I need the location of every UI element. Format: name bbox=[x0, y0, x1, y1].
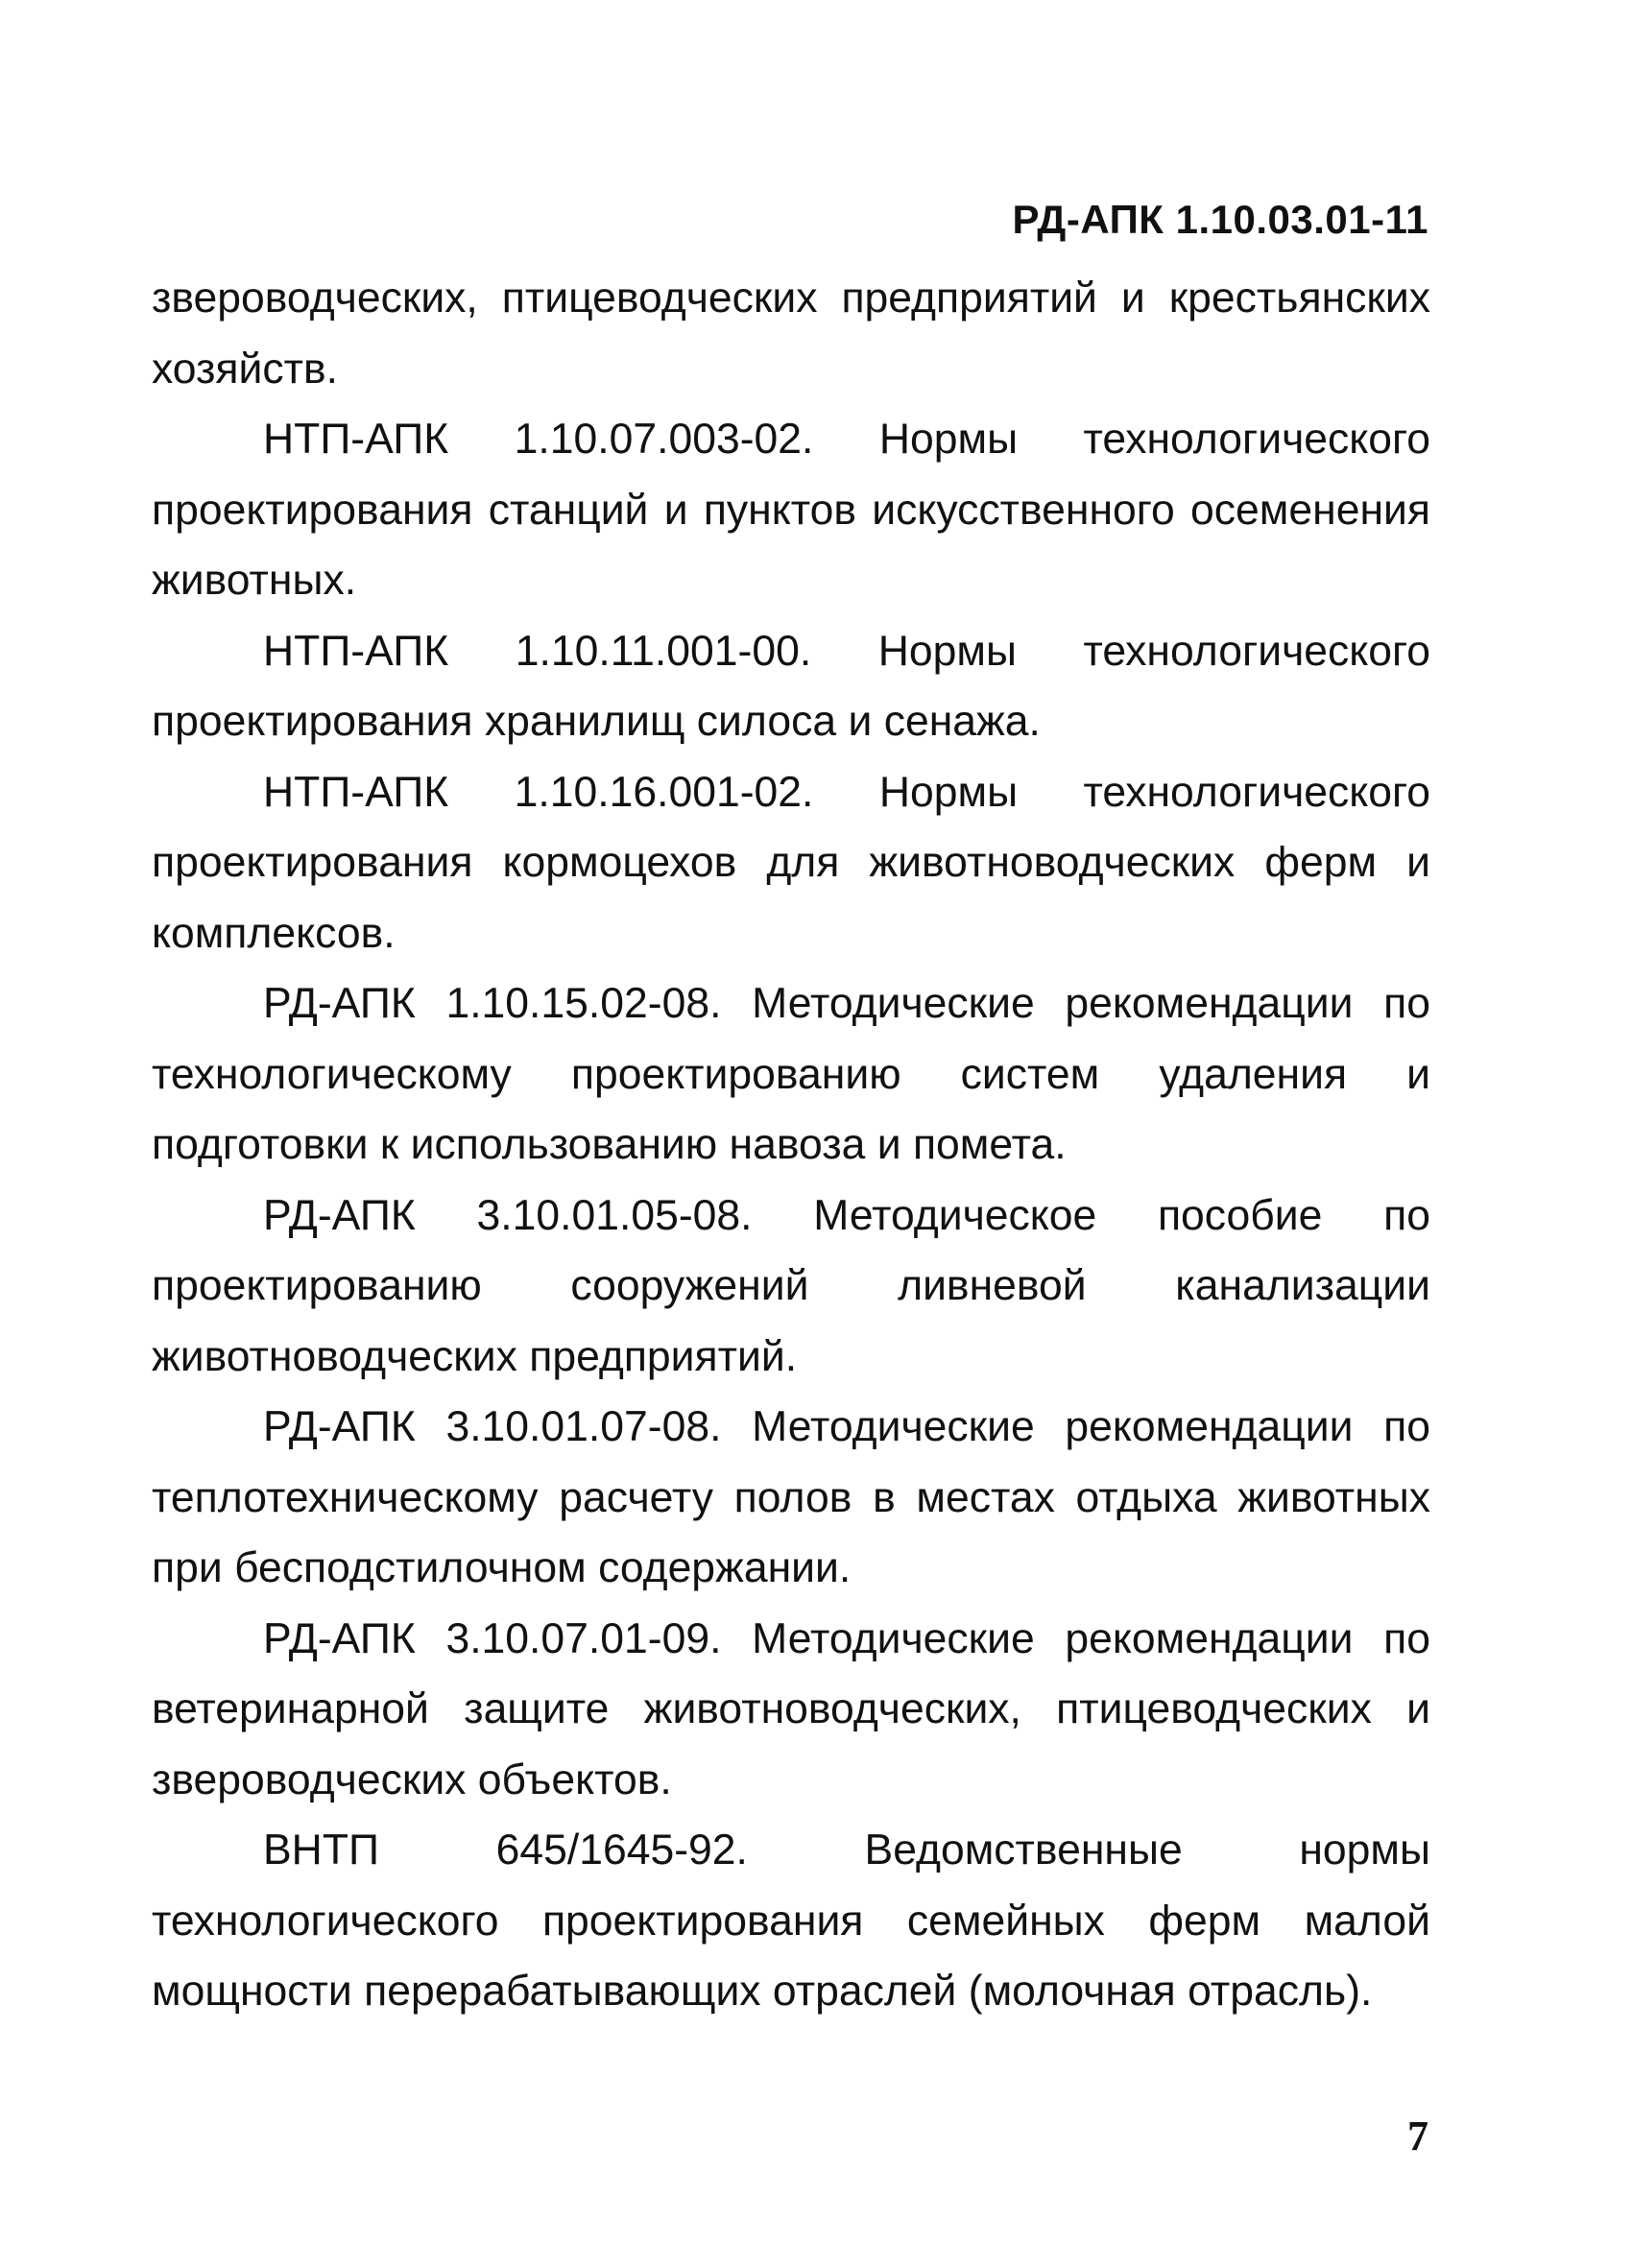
reference-paragraph: ВНТП 645/1645-92. Ведомственные нормы технологического проектирования семейных ферм малой мощности перерабатывающих отраслей (молочная отрасль). bbox=[152, 1826, 1430, 2015]
reference-paragraph: НТП-АПК 1.10.07.003-02. Нормы технологического проектирования станций и пунктов искусственного осеменения животных. bbox=[152, 416, 1430, 604]
reference-paragraph: РД-АПК 1.10.15.02-08. Методические рекомендации по технологическому проектированию систем удаления и подготовки к использованию навоза и помета. bbox=[152, 980, 1430, 1168]
reference-paragraph: РД-АПК 3.10.07.01-09. Методические рекомендации по ветеринарной защите животноводческих, птицеводческих и звероводческих объектов. bbox=[152, 1614, 1430, 1803]
reference-paragraph: РД-АПК 3.10.01.07-08. Методические рекомендации по теплотехническому расчету полов в местах отдыха животных при бесподстилочном содержании. bbox=[152, 1403, 1430, 1591]
reference-paragraph: НТП-АПК 1.10.16.001-02. Нормы технологического проектирования кормоцехов для животноводческих ферм и комплексов. bbox=[152, 768, 1430, 957]
references-text bbox=[152, 263, 1430, 2027]
document-code-header: РД-АПК 1.10.03.01-11 bbox=[1012, 197, 1428, 242]
page-number: 7 bbox=[1407, 2113, 1428, 2160]
reference-paragraph: РД-АПК 3.10.01.05-08. Методическое пособие по проектированию сооружений ливневой канализации животноводческих предприятий. bbox=[152, 1191, 1430, 1380]
reference-paragraph: НТП-АПК 1.10.11.001-00. Нормы технологического проектирования хранилищ силоса и сенажа. bbox=[152, 627, 1430, 745]
continuation-paragraph: звероводческих, птицеводческих предприятий и крестьянских хозяйств. bbox=[152, 275, 1430, 393]
